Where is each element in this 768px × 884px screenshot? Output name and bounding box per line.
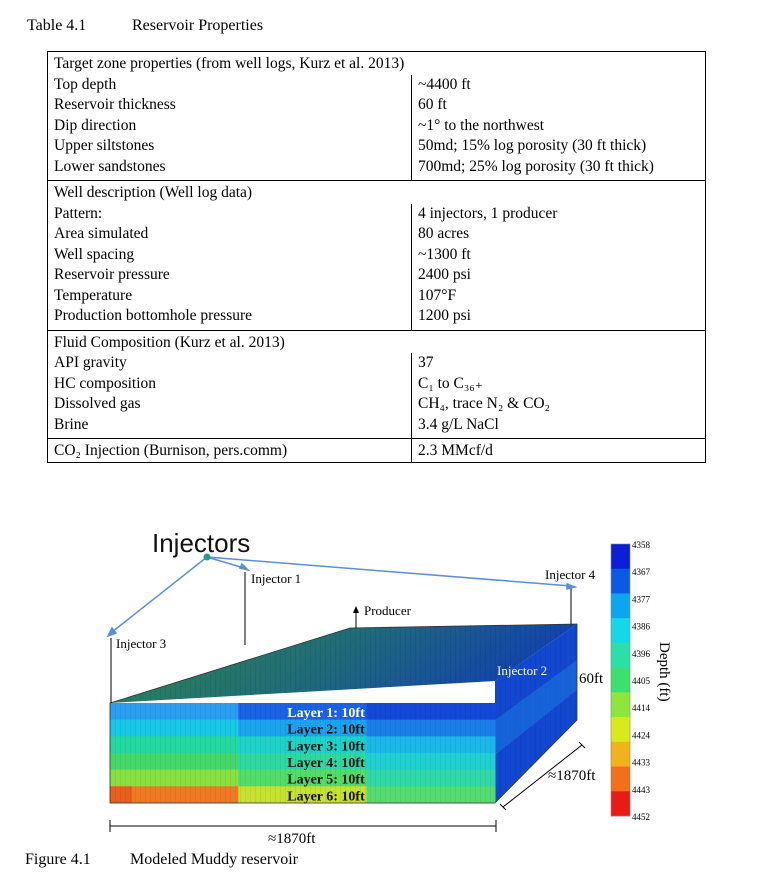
figure-caption-number: Figure 4.1 (25, 851, 91, 868)
colorbar-tick-label: 4414 (632, 703, 650, 714)
property-value: 50md; 15% log porosity (30 ft thick) (418, 137, 647, 154)
property-label: Upper siltstones (48, 136, 412, 157)
table-row (48, 245, 706, 266)
property-value: CH₄, trace N₂ & CO₂ (418, 395, 551, 412)
colorbar-tick-label: 4424 (632, 730, 650, 741)
injector-1-label: Injector 1 (251, 571, 302, 586)
property-value: 2.3 MMcf/d (412, 439, 706, 463)
front-width-label: ≈1870ft (268, 831, 316, 847)
colorbar-segment (611, 544, 630, 569)
layer-label: Layer 6: 10ft (287, 789, 365, 805)
property-label: Temperature (48, 286, 412, 307)
colorbar-segment (611, 668, 630, 693)
property-label: CO₂ Injection (Burnison, pers.comm) (48, 439, 412, 463)
layer-labels (287, 706, 365, 804)
colorbar-segment (611, 767, 630, 792)
property-label: Dip direction (48, 116, 412, 137)
table-row (48, 75, 706, 96)
depth-colorbar (611, 540, 651, 822)
table-row (48, 116, 706, 137)
colorbar-segment (611, 692, 630, 717)
layer-label: Layer 5: 10ft (287, 772, 365, 788)
reservoir-properties-table (47, 51, 706, 463)
table-caption (27, 17, 263, 35)
injector-4-label: Injector 4 (545, 567, 596, 582)
table-row (48, 265, 706, 286)
table-row (48, 374, 706, 395)
layer-label: Layer 3: 10ft (287, 739, 365, 755)
layer-label: Layer 1: 10ft (287, 706, 365, 721)
colorbar-tick-label: 4386 (632, 621, 650, 632)
property-value: 2400 psi (418, 266, 471, 283)
property-label: API gravity (48, 353, 412, 374)
colorbar-segment (611, 643, 630, 668)
property-value: 37 (418, 354, 434, 371)
property-label: Pattern: (48, 204, 412, 225)
property-label: Brine (48, 415, 412, 439)
section-header: Target zone properties (from well logs, Kurz et al. 2013) (48, 52, 706, 75)
figure-caption-text: Modeled Muddy reservoir (130, 851, 298, 868)
property-label: Reservoir pressure (48, 265, 412, 286)
property-value: 80 acres (418, 225, 470, 242)
injector-2-label: Injector 2 (497, 663, 548, 678)
table-row (48, 204, 706, 225)
table-row (48, 439, 706, 463)
table-caption-number: Table 4.1 (27, 17, 87, 34)
reservoir-model-figure (0, 520, 768, 850)
colorbar-tick-label: 4396 (632, 648, 650, 659)
colorbar-tick-label: 4405 (632, 676, 650, 686)
side-width-label: ≈1870ft (548, 768, 596, 784)
table-row (48, 224, 706, 245)
property-value: 1200 psi (418, 307, 471, 324)
property-value: 4 injectors, 1 producer (418, 204, 558, 222)
property-label: Dissolved gas (48, 394, 412, 415)
layer-label: Layer 2: 10ft (287, 722, 365, 738)
colorbar-tick-label: 4367 (632, 567, 650, 578)
property-value: 107°F (418, 286, 457, 304)
table-row (48, 353, 706, 374)
producer-arrow-icon (353, 606, 359, 613)
property-label: Top depth (48, 75, 412, 96)
injector-3-label: Injector 3 (116, 636, 167, 651)
producer-label: Producer (364, 603, 411, 618)
property-label: Lower sandstones (48, 157, 412, 181)
colorbar-segment (611, 593, 630, 618)
table-row (48, 157, 706, 181)
property-value: 3.4 g/L NaCl (418, 415, 499, 433)
table-row (48, 394, 706, 415)
table-row (48, 306, 706, 330)
table-row (48, 95, 706, 116)
colorbar-segment (611, 618, 630, 643)
property-value: 60 ft (418, 96, 447, 113)
property-value: C₁ to C₃₆₊ (418, 374, 483, 392)
property-value: ~4400 ft (418, 75, 471, 93)
table-caption-text: Reservoir Properties (132, 17, 264, 34)
property-value: ~1300 ft (418, 245, 471, 263)
property-value: 700md; 25% log porosity (30 ft thick) (418, 157, 654, 175)
colorbar-segment (611, 569, 630, 594)
colorbar-title: Depth (ft) (656, 642, 672, 702)
layer-label: Layer 4: 10ft (287, 756, 365, 771)
figure-caption (25, 851, 298, 869)
property-label: Production bottomhole pressure (48, 306, 412, 330)
colorbar-tick-label: 4358 (632, 540, 650, 550)
section-header: Fluid Composition (Kurz et al. 2013) (48, 330, 706, 353)
table-row (48, 286, 706, 307)
injector-pointers (108, 557, 575, 636)
colorbar-segment (611, 791, 630, 816)
colorbar-tick-label: 4377 (632, 594, 650, 605)
table-row (48, 136, 706, 157)
colorbar-segment (611, 717, 630, 742)
property-label: Well spacing (48, 245, 412, 266)
section-header-row (48, 330, 706, 353)
property-label: Reservoir thickness (48, 95, 412, 116)
colorbar-segment (611, 742, 630, 767)
colorbar-tick-label: 4433 (632, 757, 650, 768)
section-header-row (48, 181, 706, 204)
property-label: Area simulated (48, 224, 412, 245)
section-header: Well description (Well log data) (48, 181, 706, 204)
property-value: ~1° to the northwest (418, 116, 545, 134)
injectors-title: Injectors (152, 528, 251, 558)
table-row (48, 415, 706, 439)
section-header-row (48, 52, 706, 75)
colorbar-tick-label: 4443 (632, 784, 650, 795)
colorbar-tick-label: 4452 (632, 812, 650, 822)
property-label: HC composition (48, 374, 412, 395)
thickness-label: 60ft (579, 671, 604, 687)
